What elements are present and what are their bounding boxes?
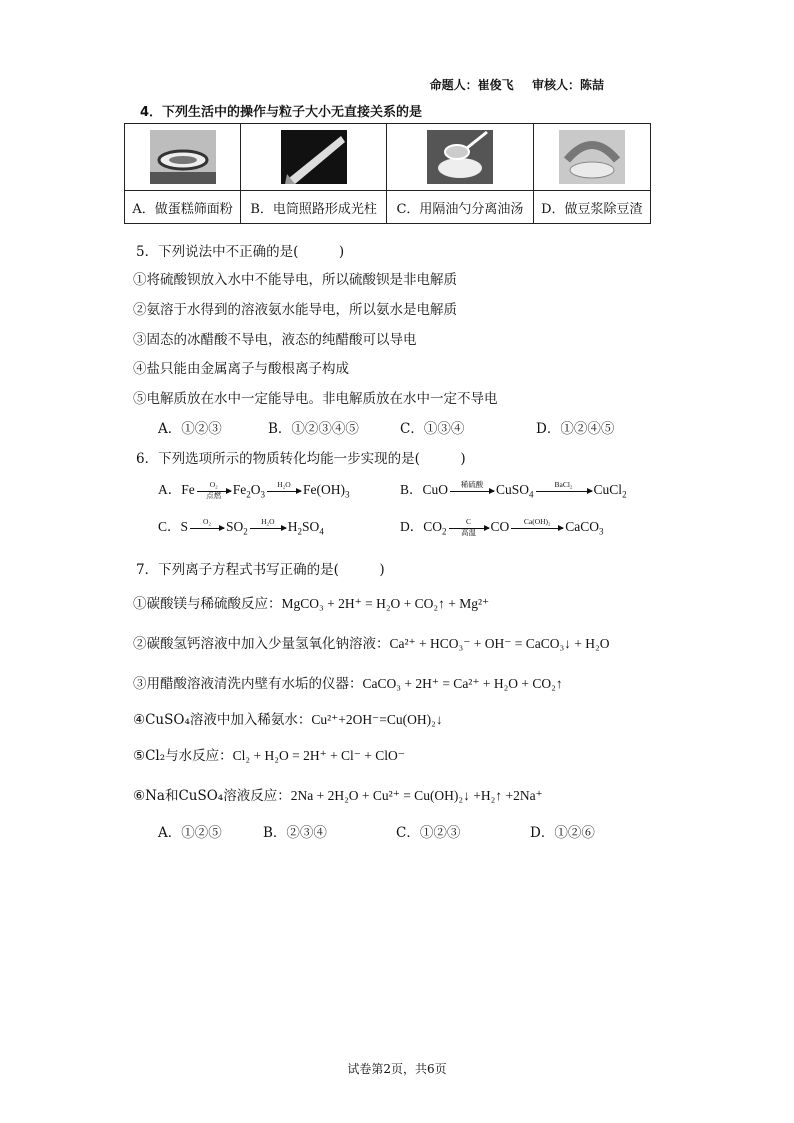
q6-stem: 6．下列选项所示的物质转化均能一步实现的是( ) [136,451,466,467]
q7-statement-5: ⑤Cl₂与水反应：Cl₂ + H₂O = 2H⁺ + Cl⁻ + ClO⁻ [133,748,405,764]
reviewer-label: 审核人：陈喆 [531,78,604,92]
exam-header [430,76,604,93]
oil-skimmer-photo-icon [427,130,493,184]
q7-statement-4: ④CuSO₄溶液中加入稀氨水：Cu²⁺+2OH⁻=Cu(OH)₂↓ [133,712,443,728]
q5-option-c[interactable]: C．①③④ [400,421,465,437]
author-label: 命题人：崔俊飞 [429,78,514,92]
q4-option-d[interactable]: D．做豆浆除豆渣 [533,191,650,224]
q4-image-table [124,123,651,224]
q7-stem: 7．下列离子方程式书写正确的是( ) [136,562,385,578]
q5-option-a[interactable]: A．①②③ [158,421,222,437]
reaction-arrow: H₂O [250,518,286,537]
page-footer: 试卷第2页，共6页 [347,1062,447,1076]
flashlight-beam-photo-icon [281,130,347,184]
q7-statement-3: ③用醋酸溶液清洗内壁有水垢的仪器：CaCO₃ + 2H⁺ = Ca²⁺ + H₂O + CO₂↑ [133,676,563,692]
q4-image-cell-b [241,124,387,191]
q4-option-c[interactable]: C．用隔油勺分离油汤 [387,191,534,224]
q4-image-cell-d [533,124,650,191]
q7-statement-1: ①碳酸镁与稀硫酸反应：MgCO₃ + 2H⁺ = H₂O + CO₂↑ + Mg²⁺ [133,596,490,612]
sieve-photo-icon [150,130,216,184]
q7-option-a[interactable]: A．①②⑤ [158,825,222,841]
q5-statement-1: ①将硫酸钡放入水中不能导电，所以硫酸钡是非电解质 [133,272,457,288]
reaction-arrow: C 高温 [449,518,489,537]
reaction-arrow: 稀硫酸 [450,481,494,500]
reaction-arrow: O₂ 点燃 [197,481,231,500]
q7-statement-6: ⑥Na和CuSO₄溶液反应：2Na + 2H₂O + Cu²⁺ = Cu(OH)₂↓ +H₂↑ +2Na⁺ [133,788,543,804]
q6-option-a[interactable]: A．Fe O₂ 点燃 $Fe_2O_3$ H₂O $Fe(OH)_3$ [158,480,350,501]
q5-statement-4: ④盐只能由金属离子与酸根离子构成 [133,361,349,377]
q7-option-d[interactable]: D．①②⑥ [530,825,595,841]
reaction-arrow: H₂O [267,481,301,500]
reaction-arrow: O₂ [190,518,224,537]
q6-option-d[interactable]: D．$CO_2$ C 高温 CO Ca(OH)₂ CaCO$_3$ [400,517,604,538]
q5-stem: 5．下列说法中不正确的是( ) [136,244,345,260]
q4-image-cell-a [125,124,241,191]
q5-statement-5: ⑤电解质放在水中一定能导电。非电解质放在水中一定不导电 [133,391,498,407]
q7-option-b[interactable]: B．②③④ [263,825,327,841]
reaction-arrow: Ca(OH)₂ [511,518,563,537]
q4-image-cell-c [387,124,534,191]
q6-option-c[interactable]: C．S O₂ $SO_2$ H₂O $H_2SO_4$ [158,517,324,537]
q5-statement-2: ②氨溶于水得到的溶液氨水能导电，所以氨水是电解质 [133,302,457,318]
soy-milk-strainer-photo-icon [559,130,625,184]
q5-statement-3: ③固态的冰醋酸不导电，液态的纯醋酸可以导电 [133,332,417,348]
q5-option-b[interactable]: B．①②③④⑤ [268,421,359,437]
q5-option-d[interactable]: D．①②④⑤ [536,421,615,437]
q4-option-b[interactable]: B．电筒照路形成光柱 [241,191,387,224]
reaction-arrow: BaCl₂ [536,481,592,500]
q7-option-c[interactable]: C．①②③ [396,825,461,841]
q6-option-b[interactable]: B．CuO 稀硫酸 CuSO$_4$ BaCl₂ CuCl$_2$ [400,480,627,500]
q4-stem: 4．下列生活中的操作与粒子大小无直接关系的是 [140,105,423,120]
q7-statement-2: ②碳酸氢钙溶液中加入少量氢氧化钠溶液：Ca²⁺ + HCO₃⁻ + OH⁻ = CaCO₃↓ + H₂O [133,636,610,652]
q4-option-a[interactable]: A．做蛋糕筛面粉 [125,191,241,224]
